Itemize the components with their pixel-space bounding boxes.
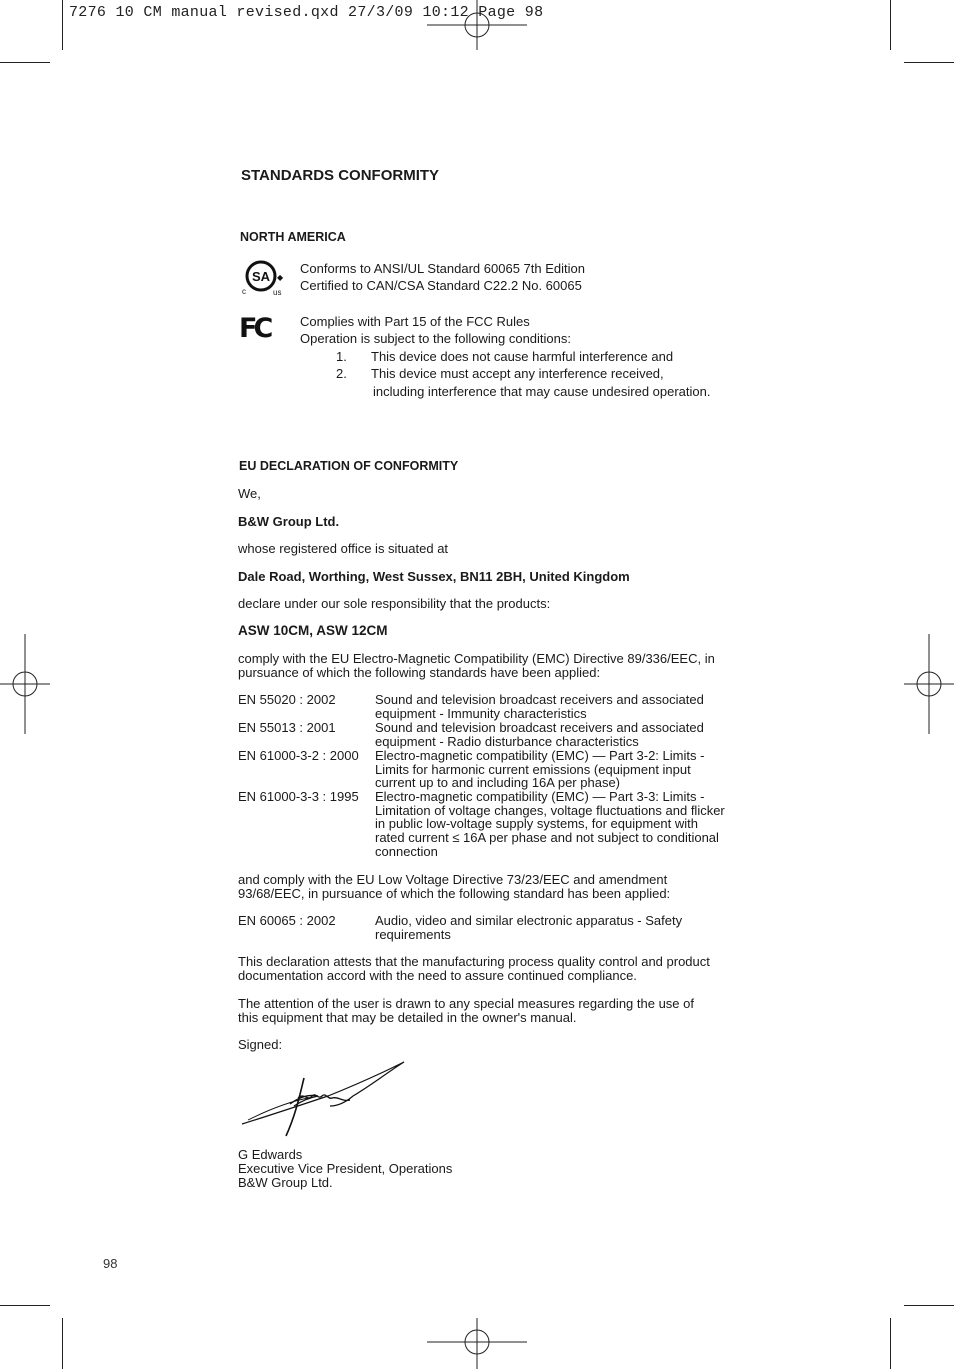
eu-products: ASW 10CM, ASW 12CM: [238, 623, 388, 638]
csa-line-1: Conforms to ANSI/UL Standard 60065 7th Edition: [300, 261, 585, 276]
condition-1-text: This device does not cause harmful interference and: [371, 349, 674, 364]
signatory-name: G Edwards: [238, 1147, 303, 1162]
standard-desc: Sound and television broadcast receivers and associated equipment - Immunity characteristics: [375, 692, 704, 721]
lvd-line-2: 93/68/EEC, in pursuance of which the following standard has been applied:: [238, 886, 671, 901]
north-america-heading: NORTH AMERICA: [240, 230, 346, 244]
csa-us-label: us: [273, 288, 282, 297]
csa-line-2: Certified to CAN/CSA Standard C22.2 No. 60065: [300, 278, 582, 293]
csa-c-label: c: [242, 287, 246, 296]
condition-2-cont: including interference that may cause undesired operation.: [373, 384, 711, 399]
condition-1-num: 1.: [336, 349, 347, 364]
condition-2-text: This device must accept any interference received,: [371, 366, 664, 381]
signed-label: Signed:: [238, 1037, 283, 1052]
attest-line-1: This declaration attests that the manufacturing process quality control and product: [238, 954, 710, 969]
registration-mark-left-icon: [0, 634, 50, 734]
svg-text:◆: ◆: [277, 273, 284, 282]
condition-2-num: 2.: [336, 366, 347, 381]
eu-address: Dale Road, Worthing, West Sussex, BN11 2BH, United Kingdom: [238, 569, 630, 584]
attest-line-2: documentation accord with the need to assure continued compliance.: [238, 968, 637, 983]
standard-code: EN 61000-3-3 : 1995: [238, 789, 359, 804]
lvd-standard-desc: Audio, video and similar electronic apparatus - Safety requirements: [375, 913, 683, 942]
eu-office: whose registered office is situated at: [238, 541, 449, 556]
eu-company: B&W Group Ltd.: [238, 514, 340, 529]
eu-heading: EU DECLARATION OF CONFORMITY: [239, 459, 459, 473]
fcc-line-2: Operation is subject to the following conditions:: [300, 331, 571, 346]
standard-code: EN 55020 : 2002: [238, 692, 336, 707]
registration-mark-top-icon: [427, 0, 527, 50]
fcc-logo-icon: FC: [239, 313, 270, 344]
signature-icon: [238, 1058, 410, 1142]
standard-desc: Electro-magnetic compatibility (EMC) — Part 3-3: Limits - Limitation of voltage changes, voltage fluctuations and flicker in public low-voltage supply systems, for equipment with rated current ≤ 16A per phase and not subject to conditional connection: [375, 789, 725, 859]
standard-code: EN 61000-3-2 : 2000: [238, 748, 359, 763]
slug-line: 7276 10 CM manual revised.qxd 27/3/09 10:12 Page 98: [69, 4, 544, 21]
eu-declare: declare under our sole responsibility that the products:: [238, 596, 551, 611]
page-title: STANDARDS CONFORMITY: [241, 167, 440, 184]
standard-code: EN 55013 : 2001: [238, 720, 336, 735]
signatory-company: B&W Group Ltd.: [238, 1175, 333, 1190]
emc-line-2: pursuance of which the following standards have been applied:: [238, 665, 601, 680]
emc-line-1: comply with the EU Electro-Magnetic Compatibility (EMC) Directive 89/336/EEC, in: [238, 651, 715, 666]
signatory-title: Executive Vice President, Operations: [238, 1161, 453, 1176]
registration-mark-right-icon: [904, 634, 954, 734]
fcc-line-1: Complies with Part 15 of the FCC Rules: [300, 314, 530, 329]
eu-we: We,: [238, 486, 261, 501]
page-number: 98: [103, 1256, 118, 1271]
lvd-line-1: and comply with the EU Low Voltage Directive 73/23/EEC and amendment: [238, 872, 668, 887]
registration-mark-bottom-icon: [427, 1318, 527, 1369]
standard-desc: Electro-magnetic compatibility (EMC) — Part 3-2: Limits - Limits for harmonic current emissions (equipment input current up to and including 16A per phase): [375, 748, 705, 791]
standard-desc: Sound and television broadcast receivers and associated equipment - Radio disturbance characteristics: [375, 720, 704, 749]
attention-line-2: this equipment that may be detailed in the owner's manual.: [238, 1010, 577, 1025]
svg-text:SA: SA: [251, 269, 271, 284]
lvd-standard-code: EN 60065 : 2002: [238, 913, 336, 928]
attention-line-1: The attention of the user is drawn to any special measures regarding the use of: [238, 996, 694, 1011]
